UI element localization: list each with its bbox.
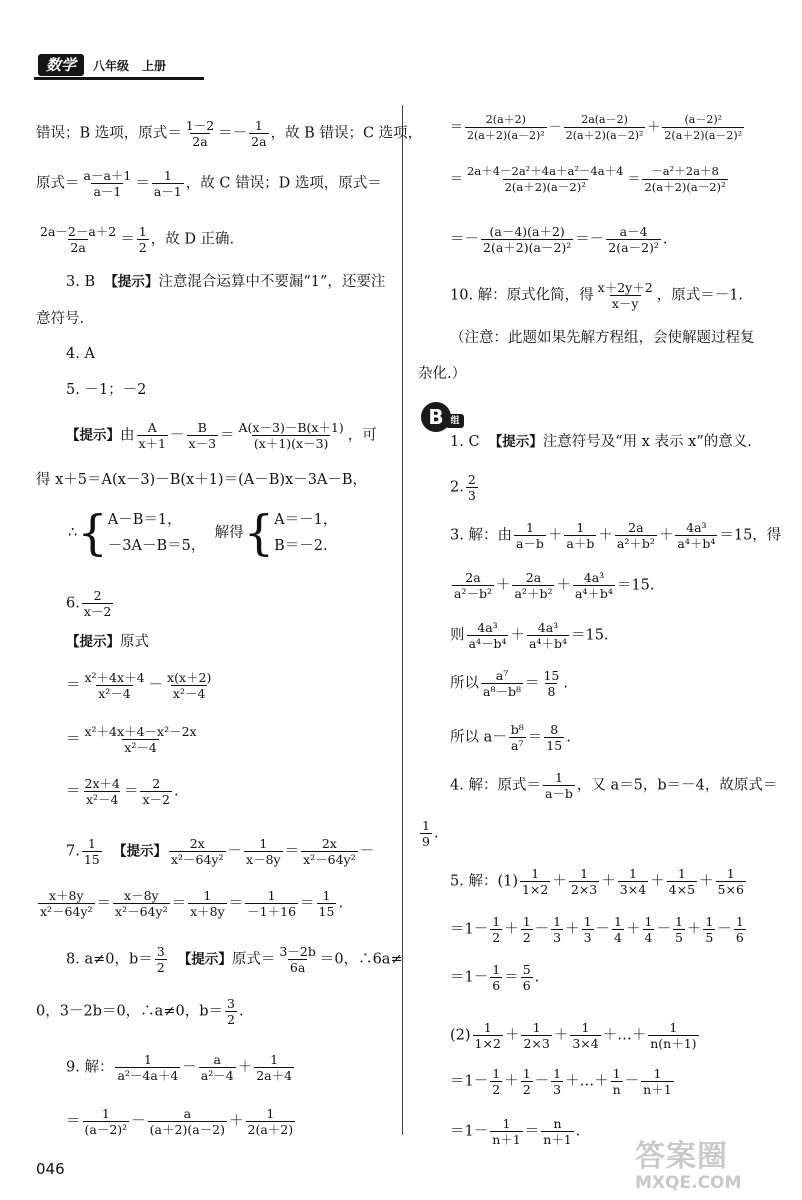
grade-label: 八年级 <box>93 59 130 73</box>
q5-expansion: 得 x＋5＝A(x－3)－B(x＋1)＝(A－B)x－3A－B， <box>36 472 368 488</box>
q5-answer: 5. －1；－2 <box>66 382 147 398</box>
q8-line1: 8. a≠0，b＝ $\frac{3}{2}$ 【提示】原式＝ $\frac{3-2b}{6a}$ ＝0，∴6a≠ <box>66 944 403 975</box>
q6-answer: 6. $\frac{2}{x-2}$ <box>66 588 112 619</box>
q10-note-line1: （注意：此题如果先解方程组，会使解题过程复 <box>450 330 755 346</box>
q9-line2: ＝ $\frac{1}{\text{(a－2)²}}$ － $\frac{a}{(a+2)(a-2)}$ ＋ $\frac{1}{2(a+2)}$ <box>66 1106 294 1137</box>
group-b-tag: 组 <box>446 414 464 428</box>
b5-line1: 5. 解：(1) $\frac{1}{1\times 2}$ ＋ $\frac{1}{2\times 3}$ ＋ $\frac{1}{3\times 4}$ ＋ $\frac{1}{4\times 5}$ ＋ $\frac{1}{5\times 6}$ <box>450 866 744 897</box>
q3-line2: 意符号. <box>36 311 85 327</box>
b3-line5: 所以 a－ $\frac{\text{b⁸}}{\text{a⁷}}$ ＝ $\frac{8}{15}$ . <box>450 722 571 753</box>
b4-line1: 4. 解：原式＝ $\frac{1}{a-b}$ ，又 a＝5，b＝－4，故原式＝ <box>450 770 778 801</box>
q8-line2: 0，3－2b＝0，∴a≠0，b＝ $\frac{3}{2}$ . <box>36 996 244 1027</box>
b5-line4: (2) $\frac{1}{1\times 2}$ ＋ $\frac{1}{2\times 3}$ ＋ $\frac{1}{3\times 4}$ ＋…＋ $\frac{1}{n(n+1)}$ <box>450 1020 697 1051</box>
q5-tip: 【提示】由 $\frac{A}{x+1}$ － $\frac{B}{x-3}$ ＝ $\frac{A(x-3)-B(x+1)}{(x+1)(x-3)}$ ，可 <box>66 420 377 451</box>
b3-line2: $\frac{2a}{\text{a²－b²}}$ ＋ $\frac{2a}{\text{a²＋b²}}$ ＋ $\frac{\text{4a³}}{\text{a⁴＋b⁴}}$ ＝15. <box>454 570 655 601</box>
watermark-url: MXQE.COM <box>635 1173 742 1193</box>
volume-label: 上册 <box>142 59 167 73</box>
column-divider <box>402 105 403 1135</box>
q9-step3: ＝ $\frac{2(a+2)}{\text{2(a＋2)(a－2)²}}$ － $\frac{2a(a-2)}{\text{2(a＋2)(a－2)²}}$ ＋ $\frac{\text{(a－2)²}}{\text{2(a＋2)(a－2)²}}$ <box>450 113 743 142</box>
b4-line2: $\frac{1}{9}$ . <box>422 818 439 849</box>
q3-line1: 3. B 【提示】注意混合运算中不要漏“1”，还要注 <box>66 274 386 290</box>
line-c-option: 原式＝ $\frac{a-a+1}{a-1}$ ＝ $\frac{1}{a-1}$ ，故 C 错误；D 选项，原式＝ <box>36 168 382 199</box>
b3-line1: 3. 解：由 $\frac{1}{a-b}$ ＋ $\frac{1}{a+b}$ ＋ $\frac{2a}{\text{a²＋b²}}$ ＋ $\frac{\text{4a³}}{\text{a⁴＋b⁴}}$ ＝15，得 <box>450 520 782 551</box>
b1-answer: 1. C 【提示】注意符号及“用 x 表示 x”的意义. <box>450 434 752 450</box>
page-header <box>0 52 802 82</box>
b3-line3: 则 $\frac{\text{4a³}}{\text{a⁴－b⁴}}$ ＋ $\frac{\text{4a³}}{\text{a⁴＋b⁴}}$ ＝15. <box>450 620 609 651</box>
q6-step3: ＝ $\frac{2x+4}{\text{x²－4}}$ ＝ $\frac{2}{x-2}$ . <box>66 776 179 807</box>
line-b-option: 错误；B 选项，原式＝ $\frac{1-2}{2a}$ ＝－ $\frac{1}{2a}$ ，故 B 错误；C 选项， <box>36 118 423 149</box>
q7-line1: 7. $\frac{1}{15}$ 【提示】 $\frac{2x}{\text{x²－64y²}}$ － $\frac{1}{x-8y}$ ＝ $\frac{2x}{\text{x²－64y²}}$ － <box>66 836 375 867</box>
group-b-badge: B <box>421 402 451 432</box>
q10-note-line2: 杂化.） <box>418 366 467 382</box>
b3-line4: 所以 $\frac{\text{a⁷}}{\text{a⁸－b⁸}}$ ＝ $\frac{15}{8}$ . <box>450 668 568 699</box>
b2-answer: 2. $\frac{2}{3}$ <box>450 472 476 503</box>
q9-line1: 9. 解： $\frac{1}{\text{a²－4a＋4}}$ － $\frac{a}{\text{a²－4}}$ ＋ $\frac{1}{2a+4}$ <box>66 1052 293 1083</box>
header-rule <box>34 77 204 80</box>
page-number: 046 <box>36 1160 65 1178</box>
subject-badge: 数学 <box>38 54 84 76</box>
q6-tip: 【提示】原式 <box>66 634 149 650</box>
watermark-logo <box>635 1140 795 1196</box>
b5-line6: ＝1－ $\frac{1}{n+1}$ ＝ $\frac{n}{n+1}$ . <box>450 1116 581 1147</box>
b5-line3: ＝1－ $\frac{1}{6}$ ＝ $\frac{5}{6}$ . <box>450 962 540 993</box>
watermark-text: 答案圈 <box>635 1139 728 1174</box>
q5-system: ∴{ A－B＝1， －3A－B＝5， 解得{ A＝－1， B＝－2. <box>68 505 338 561</box>
q6-step1: ＝ $\frac{\text{x²＋4x＋4}}{\text{x²－4}}$ － $\frac{x(x+2)}{\text{x²－4}}$ <box>66 670 212 701</box>
q10-answer: 10. 解：原式化简，得 $\frac{x+2y+2}{x-y}$ ，原式＝－1. <box>450 280 744 311</box>
q6-step2: ＝ $\frac{\text{x²＋4x＋4－x²－2x}}{\text{x²－4}}$ <box>66 724 197 755</box>
line-d-option: $\frac{2a-2-a+2}{2a}$ ＝ $\frac{1}{2}$ ，故 D 正确. <box>40 224 235 255</box>
b5-line5: ＝1－ $\frac{1}{2}$ ＋ $\frac{1}{2}$ － $\frac{1}{3}$ ＋…＋ $\frac{1}{n}$ － $\frac{1}{n+1}$ <box>450 1066 672 1097</box>
q7-line2: $\frac{x+8y}{\text{x²－64y²}}$ ＝ $\frac{x-8y}{\text{x²－64y²}}$ ＝ $\frac{1}{x+8y}$ ＝ $\frac{1}{-1+16}$ ＝ $\frac{1}{15}$ . <box>40 888 344 919</box>
q9-step4: ＝ $\frac{\text{2a＋4－2a²＋4a＋a²－4a＋4}}{\text{2(a＋2)(a－2)²}}$ ＝ $\frac{\text{－a²＋2a＋8}}{\text{2(a＋2)(a－2)²}}$ <box>450 164 726 194</box>
q9-step5: ＝－ $\frac{(a-4)(a+2)}{\text{2(a＋2)(a－2)²}}$ ＝－ $\frac{a-4}{\text{2(a－2)²}}$ . <box>450 224 668 255</box>
b5-line2: ＝1－ $\frac{1}{2}$ ＋ $\frac{1}{2}$ － $\frac{1}{3}$ ＋ $\frac{1}{3}$ － $\frac{1}{4}$ ＋ $\frac{1}{4}$ － $\frac{1}{5}$ ＋ $\frac{1}{5}$ － $\frac{1}{6}$ <box>450 914 744 945</box>
q4-answer: 4. A <box>66 346 95 362</box>
